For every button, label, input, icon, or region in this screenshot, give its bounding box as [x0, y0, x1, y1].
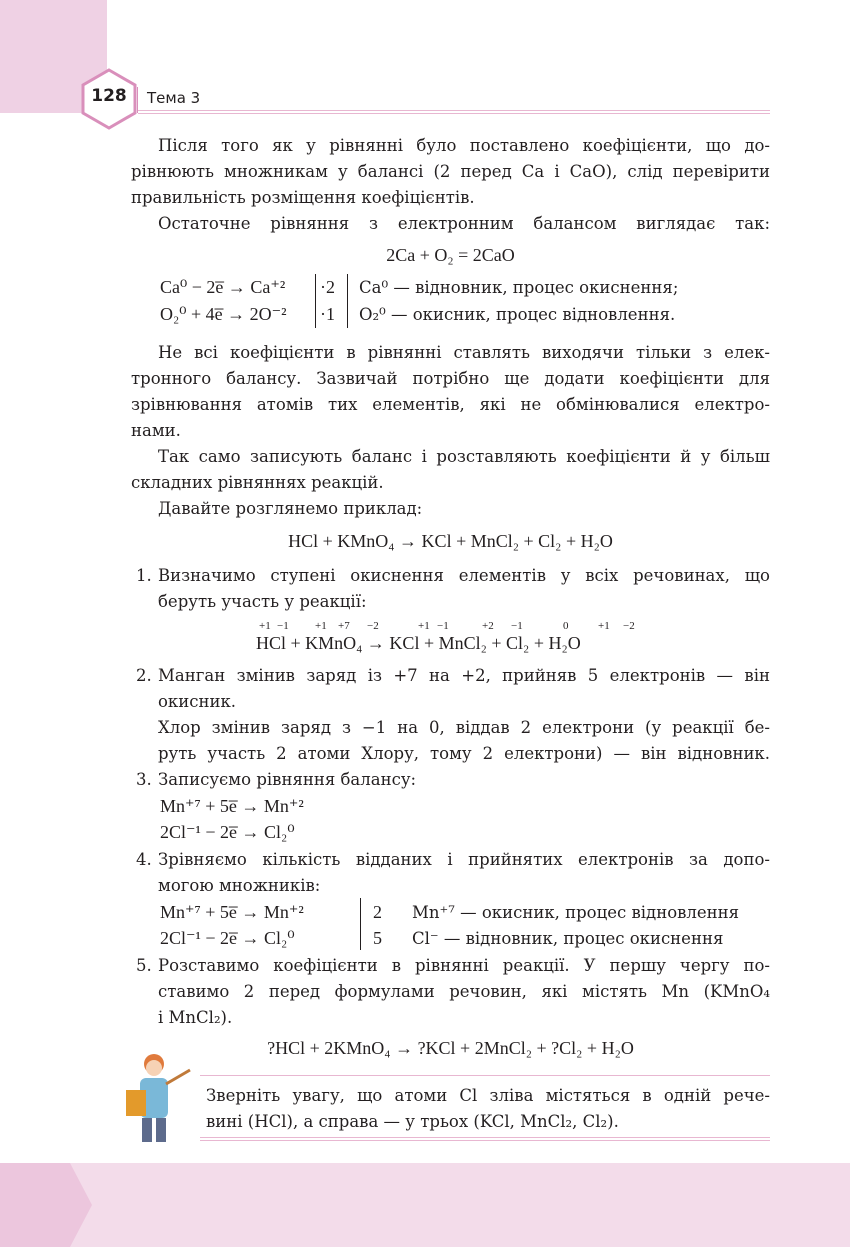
ox-cl3: −1 — [511, 620, 523, 632]
step-4-line-2: могою множників: — [158, 876, 321, 895]
bottom-color-band — [0, 1163, 850, 1247]
note-line-2: вині (HCl), а справа — у трьох (KCl, MnCl₂, Cl₂). — [206, 1112, 619, 1131]
equation-3: HCl + KMnO₄ → KCl + MnCl₂ + Cl₂ + H₂O — [256, 633, 581, 653]
p3-line-2: тронного балансу. Зазвичай потрібно ще додати коефіцієнти для — [131, 369, 770, 388]
step-4-right-1: Mn⁺⁷ — окисник, процес відновлення — [412, 903, 740, 922]
ox-h1: +1 — [259, 620, 271, 632]
ox-o2: −2 — [623, 620, 635, 632]
header-rule-2 — [138, 113, 770, 114]
p3-line-4: нами. — [131, 421, 181, 440]
step-1-number: 1. — [136, 566, 152, 585]
step-3-line: Записуємо рівняння балансу: — [158, 770, 417, 789]
p3-line-1: Не всі коефіцієнти в рівнянні ставлять виходячи тільки з елек- — [158, 343, 770, 362]
step-3-eq-2: 2Cl⁻¹ − 2e̅ → Cl₂⁰ — [160, 822, 295, 842]
step-5-line-3: і MnCl₂). — [158, 1008, 233, 1027]
balance1-row2-right: O₂⁰ — окисник, процес відновлення. — [359, 305, 676, 324]
p5-line: Давайте розглянемо приклад: — [158, 499, 423, 518]
page-number: 128 — [91, 86, 127, 106]
ox-mn1: +7 — [338, 620, 350, 632]
topic-label: Тема 3 — [147, 89, 201, 107]
teacher-illustration-icon — [120, 1050, 200, 1145]
step-2-number: 2. — [136, 666, 152, 685]
ox-cl1: −1 — [277, 620, 289, 632]
p1-line-2: рівнюють множникам у балансі (2 перед Ca і CaO), слід перевірити — [131, 162, 770, 181]
p4-line-2: складних рівняннях реакцій. — [131, 473, 384, 492]
step-4-eq-2: 2Cl⁻¹ − 2e̅ → Cl₂⁰ — [160, 928, 295, 948]
step-4-eq-1: Mn⁺⁷ + 5e̅ → Mn⁺² — [160, 902, 304, 922]
ox-cl4: 0 — [563, 620, 569, 632]
step-4-mult-1: 2 — [373, 902, 382, 922]
step-5-line-1: Розставимо коефіцієнти в рівнянні реакції. У першу чергу по- — [158, 956, 770, 975]
ox-k1: +1 — [315, 620, 327, 632]
balance2-divider — [360, 898, 361, 950]
note-rule-bottom — [200, 1137, 770, 1138]
header-rule — [138, 110, 770, 111]
step-4-right-2: Cl⁻ — відновник, процес окиснення — [412, 929, 724, 948]
balance1-divider-1 — [315, 274, 316, 328]
p3-line-3: зрівнювання атомів тих елементів, які не обмінювалися електро- — [131, 395, 770, 414]
note-rule-bottom-2 — [200, 1140, 770, 1141]
ox-mn2: +2 — [482, 620, 494, 632]
step-4-number: 4. — [136, 850, 152, 869]
balance1-row2-left: O₂⁰ + 4e̅ → 2O⁻² — [160, 304, 287, 324]
balance1-row1-right: Ca⁰ — відновник, процес окиснення; — [359, 278, 679, 297]
balance1-row2-mult: ·1 — [320, 304, 335, 324]
step-1-line-1: Визначимо ступені окиснення елементів у всіх речовинах, що — [158, 566, 770, 585]
ox-h2: +1 — [598, 620, 610, 632]
note-rule-top — [200, 1075, 770, 1076]
bottom-tab-shape — [0, 1163, 92, 1247]
step-5-number: 5. — [136, 956, 152, 975]
p1-line-3: правильність розміщення коефіцієнтів. — [131, 188, 475, 207]
step-2b-line-2: руть участь 2 атоми Хлору, тому 2 електрони) — він відновник. — [158, 744, 770, 763]
step-2b-line-1: Хлор змінив заряд з −1 на 0, віддав 2 електрони (у реакції бе- — [158, 718, 770, 737]
step-5-line-2: ставимо 2 перед формулами речовин, які містять Mn (KMnO₄ — [158, 982, 770, 1001]
step-4-mult-2: 5 — [373, 928, 382, 948]
p2-line: Остаточне рівняння з електронним балансом виглядає так: — [158, 214, 770, 233]
equation-2: HCl + KMnO₄ → KCl + MnCl₂ + Cl₂ + H₂O — [288, 531, 613, 551]
balance1-divider-2 — [347, 274, 348, 328]
step-1-line-2: беруть участь у реакції: — [158, 592, 367, 611]
balance1-row1-mult: ·2 — [320, 277, 335, 297]
step-3-eq-1: Mn⁺⁷ + 5e̅ → Mn⁺² — [160, 796, 304, 816]
equation-4: ?HCl + 2KMnO₄ → ?KCl + 2MnCl₂ + ?Cl₂ + H₂O — [267, 1038, 634, 1058]
ox-o1: −2 — [367, 620, 379, 632]
ox-cl2: −1 — [437, 620, 449, 632]
ox-k2: +1 — [418, 620, 430, 632]
equation-1: 2Ca + O₂ = 2CaO — [386, 245, 515, 265]
step-3-number: 3. — [136, 770, 152, 789]
note-line-1: Зверніть увагу, що атоми Cl зліва містяться в одній рече- — [206, 1086, 770, 1105]
p1-line-1: Після того як у рівнянні було поставлено коефіцієнти, що до- — [158, 136, 770, 155]
step-2-line-2: окисник. — [158, 692, 237, 711]
step-4-line-1: Зрівняємо кількість відданих і прийнятих електронів за допо- — [158, 850, 770, 869]
balance1-row1-left: Ca⁰ − 2e̅ → Ca⁺² — [160, 277, 286, 297]
step-2-line-1: Манган змінив заряд із +7 на +2, прийняв 5 електронів — він — [158, 666, 770, 685]
p4-line-1: Так само записують баланс і розставляють коефіцієнти й у більш — [158, 447, 770, 466]
